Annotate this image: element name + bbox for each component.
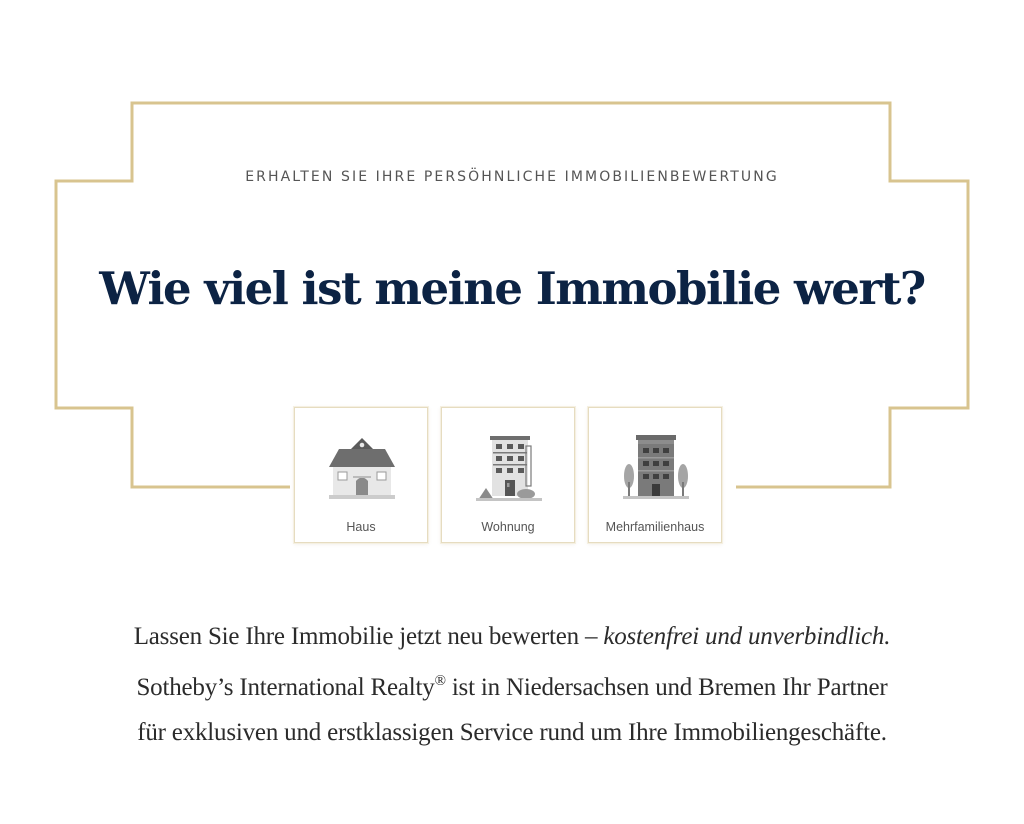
description-line	[0, 659, 1024, 710]
description-text: Lassen Sie Ihre Immobilie jetzt neu bewerten –	[133, 623, 604, 650]
description-line	[0, 614, 1024, 659]
page-title: Wie viel ist meine Immobilie wert?	[99, 262, 925, 315]
description-line: für exklusiven und erstklassigen Service rund um Ihre Immobiliengeschäfte.	[137, 719, 887, 746]
property-type-label: Mehrfamilienhaus	[605, 520, 705, 534]
brand-name: Sotheby’s International Realty	[136, 674, 435, 701]
eyebrow-text: ERHALTEN SIE IHRE PERSÖHNLICHE IMMOBILIENBEWERTUNG	[245, 169, 779, 185]
property-type-mehrfamilienhaus[interactable]	[588, 407, 722, 543]
description	[0, 614, 1024, 755]
property-type-haus[interactable]	[294, 407, 428, 543]
description-text: ist in Niedersachsen und Bremen Ihr Partner	[445, 674, 888, 701]
registered-mark: ®	[434, 673, 446, 689]
description-emphasis: kostenfrei und unverbindlich.	[603, 623, 891, 650]
property-type-wohnung[interactable]	[441, 407, 575, 543]
property-type-label: Haus	[346, 520, 376, 534]
property-type-options	[294, 407, 722, 543]
property-type-label: Wohnung	[481, 520, 535, 534]
house-icon	[327, 432, 397, 502]
apartment-building-icon	[474, 432, 544, 502]
multi-family-house-icon	[621, 432, 691, 502]
